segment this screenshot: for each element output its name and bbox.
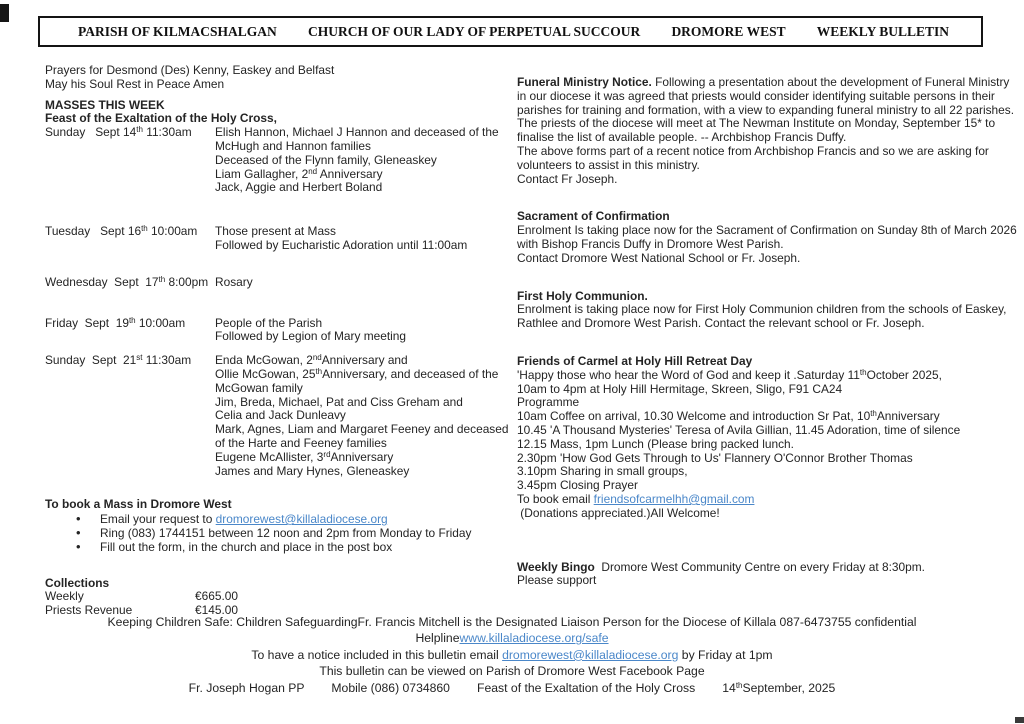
sacrament-of-confirmation-line: Enrolment Is taking place now for the Sacrament of Confirmation on Sunday 8th of March 2026 — [517, 223, 1017, 238]
collections-title — [45, 577, 517, 591]
friends-of-carmel-retreat-line: 2.30pm 'How God Gets Through to Us' Flannery O'Connor Brother Thomas — [517, 450, 913, 465]
masses-title: MASSES THIS WEEK — [45, 97, 165, 112]
weekly-bingo-section — [517, 561, 993, 589]
first-holy-communion-line: Rathlee and Dromore West Parish. Contact the relevant school or Fr. Joseph. — [517, 316, 925, 331]
mass-day-time: Tuesday Sept 16th 10:00am — [45, 224, 198, 239]
funeral-ministry-notice-line: Contact Fr Joseph. — [517, 171, 618, 186]
mass-intention-line: Elish Hannon, Michael J Hannon and deceased of the — [215, 125, 499, 140]
header-bulletin-label: WEEKLY BULLETIN — [816, 23, 949, 39]
friends-of-carmel-retreat-line: 3.45pm Closing Prayer — [517, 478, 638, 493]
mass-intention-line: James and Mary Hynes, Gleneaskey — [215, 463, 410, 478]
mass-intention-line: People of the Parish — [215, 315, 323, 330]
prayers-intro — [45, 64, 517, 92]
mass-day-time: Friday Sept 19th 10:00am — [45, 315, 186, 330]
funeral-ministry-notice-line: The priests of the diocese will meet at The Newman Institute on Monday, September 15* to — [517, 116, 996, 131]
funeral-ministry-notice-line: in our diocese it was agreed that priests would consider identifying suitable persons in their — [517, 88, 995, 103]
collections-section — [45, 577, 517, 618]
header-church-name: CHURCH OF OUR LADY OF PERPETUAL SUCCOUR — [307, 23, 641, 39]
weekly-bingo-line: Please support — [517, 573, 597, 588]
mass-intention-line: Liam Gallagher, 2nd Anniversary — [215, 166, 383, 181]
footer-line: Fr. Joseph Hogan PP Mobile (086) 0734860 Feast of the Exaltation of the Holy Cross 14thSeptember, 2025 — [188, 680, 836, 695]
mass-intentions — [215, 225, 517, 253]
friends-of-carmel-retreat-line: To book email friendsofcarmelhh@gmail.com — [517, 491, 755, 506]
mass-intention-line: Deceased of the Flynn family, Gleneaskey — [215, 152, 437, 167]
mass-intention-line: Jack, Aggie and Herbert Boland — [215, 180, 383, 195]
mass-intention-line: Jim, Breda, Michael, Pat and Ciss Greham and — [215, 394, 463, 409]
mass-intentions — [215, 317, 517, 345]
mass-day-time: Sunday Sept 21st 11:30am — [45, 353, 192, 368]
mass-entry — [45, 126, 517, 195]
left-column — [45, 64, 517, 618]
header-box — [38, 16, 983, 47]
funeral-ministry-notice-line: finalise the list of available people. -- Archbishop Francis Duffy. — [517, 130, 847, 145]
collection-label: Weekly — [45, 589, 84, 604]
feast-line — [45, 112, 517, 126]
mass-intention-line: McGowan family — [215, 380, 303, 395]
mass-intention-line: Followed by Eucharistic Adoration until 11:00am — [215, 237, 468, 252]
collection-row — [45, 590, 517, 604]
safeguarding-helpline-link[interactable]: www.killaladiocese.org/safe — [459, 631, 609, 646]
sacrament-of-confirmation-line: Sacrament of Confirmation — [517, 209, 670, 224]
mass-intentions — [215, 276, 517, 290]
mass-entry — [45, 317, 517, 345]
mass-entry — [45, 225, 517, 253]
funeral-ministry-notice-line: volunteers to assist in this ministry. — [517, 157, 700, 172]
booking-email-link[interactable]: dromorewest@killaladiocese.org — [215, 512, 388, 527]
mass-schedule — [45, 126, 517, 478]
mass-day-time: Sunday Sept 14th 11:30am — [45, 125, 192, 140]
content-columns — [45, 63, 1017, 618]
booking-section — [45, 498, 517, 554]
footer — [0, 614, 1024, 696]
mass-intention-line: Followed by Legion of Mary meeting — [215, 329, 407, 344]
feast-title: Feast of the Exaltation of the Holy Cross, — [45, 111, 277, 126]
mass-intention-line: Eugene McAllister, 3rdAnniversary — [215, 449, 394, 464]
prayer-line: May his Soul Rest in Peace Amen — [45, 76, 225, 91]
booking-title-line: To book a Mass in Dromore West — [45, 497, 232, 512]
sacrament-of-confirmation-line: with Bishop Francis Duffy in Dromore West Parish. — [517, 236, 784, 251]
footer-line: To have a notice included in this bulletin email dromorewest@killaladiocese.org by Friday at 1pm — [251, 647, 773, 662]
sacrament-of-confirmation-line: Contact Dromore West National School or Fr. Joseph. — [517, 250, 801, 265]
friends-of-carmel-retreat-line: 10.45 'A Thousand Mysteries' Teresa of Avila Gillian, 11.45 Adoration, time of silence — [517, 422, 961, 437]
scan-artifact-bottom-right — [1015, 717, 1024, 723]
mass-entry — [45, 354, 517, 478]
booking-option: • Email your request to dromorewest@killaladiocese.org — [45, 513, 517, 527]
first-holy-communion-line: First Holy Communion. — [517, 288, 648, 303]
booking-title — [45, 498, 517, 512]
booking-options-list — [45, 513, 517, 554]
friends-of-carmel-retreat-line: Programme — [517, 395, 580, 410]
mass-entry — [45, 276, 517, 290]
funeral-ministry-notice-section — [517, 75, 1015, 186]
mass-intentions — [215, 126, 517, 195]
right-column — [517, 64, 1017, 618]
bulletin-email-link[interactable]: dromorewest@killaladiocese.org — [502, 647, 679, 662]
scan-artifact-top-left — [0, 4, 9, 22]
footer-line: This bulletin can be viewed on Parish of Dromore West Facebook Page — [319, 664, 705, 679]
friends-of-carmel-retreat-section — [517, 355, 993, 521]
booking-option: • Ring (083) 1744151 between 12 noon and 2pm from Monday to Friday — [45, 527, 517, 541]
weekly-bingo-line: Weekly Bingo Dromore West Community Centre on every Friday at 8:30pm. — [517, 559, 925, 574]
collection-amount: €665.00 — [195, 589, 238, 604]
friends-of-carmel-retreat-line: 3.10pm Sharing in small groups, — [517, 464, 688, 479]
collection-label: Priests Revenue — [45, 603, 133, 618]
first-holy-communion-section — [517, 288, 1007, 331]
masses-section-title — [45, 99, 517, 113]
funeral-ministry-notice-line: Funeral Ministry Notice. Following a presentation about the development of Funeral Ministry — [517, 75, 1010, 89]
funeral-ministry-notice-line: The above forms part of a recent notice from Archbishop Francis and so we are asking for — [517, 143, 989, 158]
header-location: DROMORE WEST — [671, 23, 786, 39]
footer-line: Helplinewww.killaladiocese.org/safe — [415, 631, 609, 646]
mass-intention-line: of the Harte and Feeney families — [215, 435, 387, 450]
mass-intention-line: Celia and Jack Dunleavy — [215, 408, 346, 423]
mass-intention-line: Rosary — [215, 274, 253, 289]
booking-option: • Fill out the form, in the church and place in the post box — [45, 541, 517, 555]
prayer-line: Prayers for Desmond (Des) Kenny, Easkey and Belfast — [45, 63, 335, 77]
mass-intention-line: Those present at Mass — [215, 224, 336, 239]
funeral-ministry-notice-line: parishes for training and formation, with a view to expanding funeral ministry to all 22 parishes. — [517, 102, 1015, 117]
header-parish-name: PARISH OF KILMACSHALGAN — [78, 23, 277, 39]
friends-of-carmel-retreat-line: 10am to 4pm at Holy Hill Hermitage, Skreen, Sligo, F91 CA24 — [517, 381, 843, 396]
sacrament-of-confirmation-section — [517, 209, 1017, 265]
footer-line: Keeping Children Safe: Children SafeguardingFr. Francis Mitchell is the Designated Liaison Person for the Diocese of Killala 087-6473755 confidential — [107, 615, 917, 629]
first-holy-communion-line: Enrolment is taking place now for First Holy Communion children from the schools of Easkey, — [517, 302, 1007, 317]
collections-title-line: Collections — [45, 575, 110, 590]
mass-intention-line: Enda McGowan, 2ndAnniversary and — [215, 353, 408, 368]
mass-day-time: Wednesday Sept 17th 8:00pm — [45, 274, 209, 289]
friends-of-carmel-retreat-line: 12.15 Mass, 1pm Lunch (Please bring packed lunch. — [517, 436, 794, 451]
collection-amount: €145.00 — [195, 603, 238, 618]
friends-of-carmel-retreat-line: 'Happy those who hear the Word of God and keep it .Saturday 11thOctober 2025, — [517, 367, 942, 382]
carmel-email-link[interactable]: friendsofcarmelhh@gmail.com — [593, 491, 755, 506]
friends-of-carmel-retreat-line: (Donations appreciated.)All Welcome! — [517, 505, 720, 520]
mass-intention-line: Ollie McGowan, 25thAnniversary, and deceased of the — [215, 366, 499, 381]
friends-of-carmel-retreat-line: Friends of Carmel at Holy Hill Retreat Day — [517, 353, 753, 368]
mass-intention-line: Mark, Agnes, Liam and Margaret Feeney and deceased — [215, 422, 509, 437]
mass-intentions — [215, 354, 517, 478]
mass-intention-line: McHugh and Hannon families — [215, 138, 371, 153]
friends-of-carmel-retreat-line: 10am Coffee on arrival, 10.30 Welcome and introduction Sr Pat, 10thAnniversary — [517, 409, 940, 424]
